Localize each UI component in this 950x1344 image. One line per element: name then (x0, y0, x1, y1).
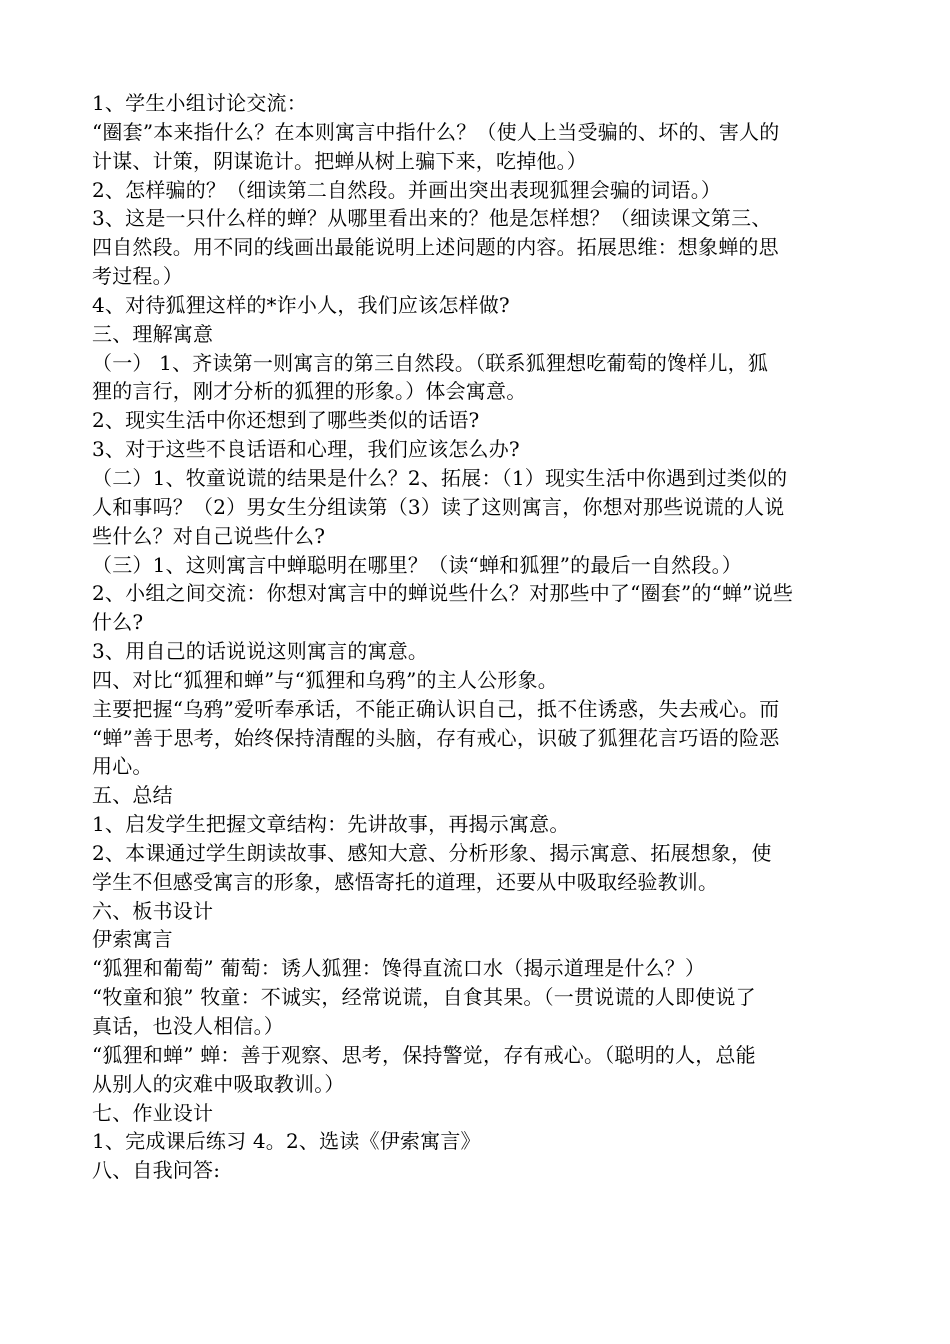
text-line: 学生不但感受寓言的形象，感悟寄托的道理，还要从中吸取经验教训。 (92, 869, 719, 894)
document-body (92, 89, 872, 1185)
text-line: 1、启发学生把握文章结构：先讲故事，再揭示寓意。 (92, 812, 570, 837)
text-line: 考过程。） (92, 264, 183, 289)
text-line: 2、现实生活中你还想到了哪些类似的话语? (92, 408, 480, 433)
text-line: “狐狸和蝉” 蝉：善于观察、思考，保持警觉，存有戒心。（聪明的人，总能 (92, 1042, 756, 1067)
text-line: 4、对待狐狸这样的*诈小人，我们应该怎样做? (92, 292, 510, 317)
text-line: 六、板书设计 (92, 898, 214, 923)
text-line: 3、这是一只什么样的蝉？从哪里看出来的？他是怎样想？（细读课文第三、 (92, 206, 772, 231)
text-line: 五、总结 (92, 783, 173, 808)
text-line: “圈套”本来指什么？在本则寓言中指什么？（使人上当受骗的、坏的、害人的 (92, 119, 780, 144)
text-line: 从别人的灾难中吸取教训。） (92, 1071, 345, 1096)
text-line: 八、自我问答: (92, 1158, 221, 1183)
text-line: 四自然段。用不同的线画出最能说明上述问题的内容。拓展思维：想象蝉的思 (92, 235, 779, 260)
text-line: （二）1、牧童说谎的结果是什么？2、拓展：（1）现实生活中你遇到过类似的 (92, 465, 788, 490)
text-line: 些什么？对自己说些什么? (92, 523, 326, 548)
text-line: （一） 1、齐读第一则寓言的第三自然段。（联系狐狸想吃葡萄的馋样儿，狐 (92, 350, 769, 375)
text-line: 狸的言行，刚才分析的狐狸的形象。）体会寓意。 (92, 379, 527, 404)
text-line: 伊索寓言 (92, 927, 173, 952)
text-line: 四、对比“狐狸和蝉”与“狐狸和乌鸦”的主人公形象。 (92, 667, 558, 692)
text-line: 七、作业设计 (92, 1100, 214, 1125)
text-line: 真话，也没人相信。） (92, 1014, 284, 1038)
text-line: 2、本课通过学生朗读故事、感知大意、分析形象、揭示寓意、拓展想象，使 (92, 840, 772, 865)
text-line: 用心。 (92, 754, 153, 779)
text-line: 3、对于这些不良话语和心理，我们应该怎么办? (92, 437, 520, 462)
text-line: 3、用自己的话说说这则寓言的寓意。 (92, 639, 429, 664)
text-line: （三）1、这则寓言中蝉聪明在哪里？（读“蝉和狐狸”的最后一自然段。） (92, 552, 742, 577)
text-line: 人和事吗？（2）男女生分组读第（3）读了这则寓言，你想对那些说谎的人说 (92, 494, 785, 519)
text-line: 三、理解寓意 (92, 321, 214, 346)
text-line: 2、小组之间交流：你想对寓言中的蝉说些什么？对那些中了“圈套”的“蝉”说些 (92, 581, 794, 606)
text-line: “牧童和狼” 牧童：不诚实，经常说谎，自食其果。（一贯说谎的人即使说了 (92, 985, 756, 1010)
text-line: 2、怎样骗的？（细读第二自然段。并画出突出表现狐狸会骗的词语。） (92, 177, 722, 202)
text-line: 1、完成课后练习 4。2、选读《伊索寓言》 (92, 1129, 481, 1154)
text-line: “狐狸和葡萄” 葡萄：诱人狐狸：馋得直流口水（揭示道理是什么？） (92, 956, 706, 981)
text-line: 1、学生小组讨论交流： (92, 91, 307, 115)
text-line: 主要把握“乌鸦”爱听奉承话，不能正确认识自己，抵不住诱惑，失去戒心。而 (92, 696, 780, 721)
text-line: 什么? (92, 610, 144, 635)
text-line: “蝉”善于思考，始终保持清醒的头脑，存有戒心，识破了狐狸花言巧语的险恶 (92, 725, 780, 750)
text-line: 计谋、计策，阴谋诡计。把蝉从树上骗下来，吃掉他。） (92, 148, 587, 173)
